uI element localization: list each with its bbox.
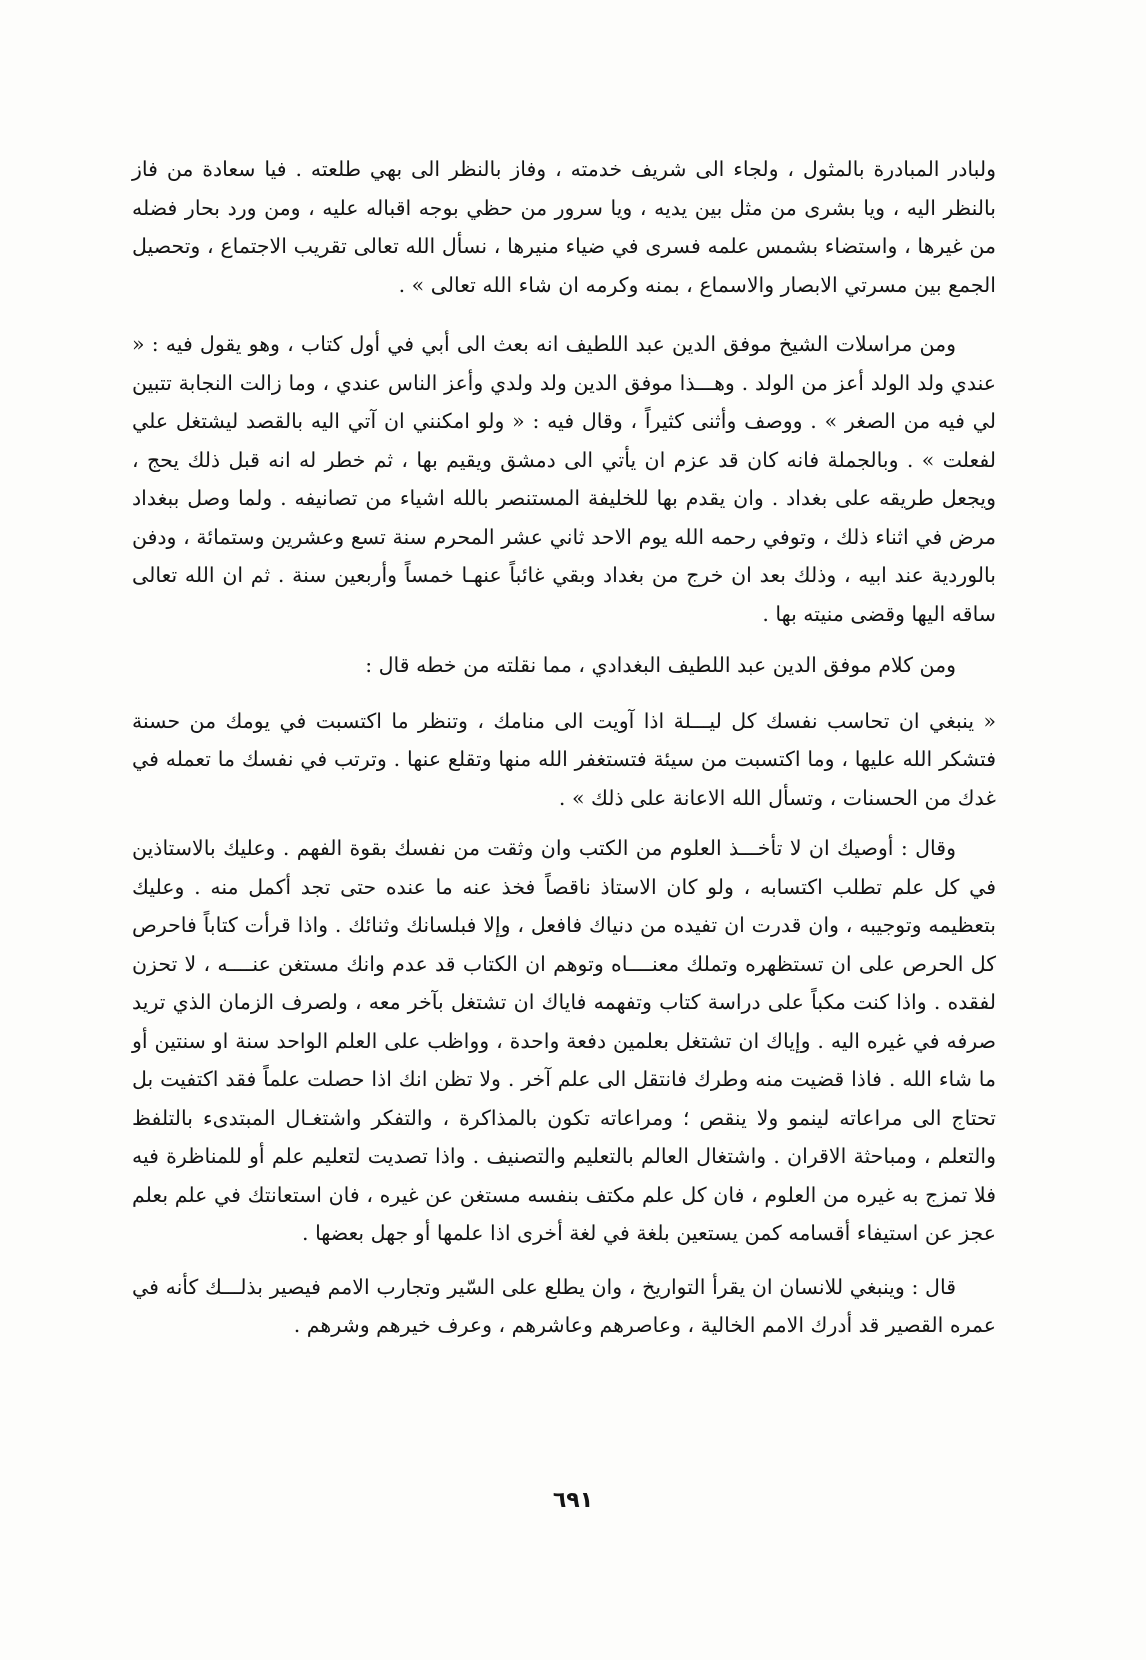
paragraph-4: « ينبغي ان تحاسب نفسك كل ليـــلة اذا آويت الى منامك ، وتنظر ما اكتسبت في يومك من حسنة فتشكر الله عليها ، وما اكتسبت من سيئة فتستغفر الله منها وتقلع عنها . وترتب في نفسك ما تعمله في غدك من الحسنات ، وتسأل الله الاعانة على ذلك » . — [132, 708, 996, 810]
paragraph-2: ومن مراسلات الشيخ موفق الدين عبد اللطيف انه بعث الى أبي في أول كتاب ، وهو يقول فيه : « عندي ولد الولد أعز من الولد . وهـــذا موفق الدين ولد ولدي وأعز الناس عندي ، وما زالت النجابة تتبين لي فيه من الصغر » . ووصف وأثنى كثيراً ، وقال فيه : « ولو امكنني ان آتي اليه بالقصد ليشتغل علي لفعلت » . وبالجملة فانه كان قد عزم ان يأتي الى دمشق ويقيم بها ، ثم خطر له انه قبل ذلك يحج ، ويجعل طريقه على بغداد . وان يقدم بها للخليفة المستنصر بالله اشياء من تصانيفه . ولما وصل ببغداد مرض في اثناء ذلك ، وتوفي رحمه الله يوم الاحد ثاني عشر المحرم سنة تسع وعشرين وستمائة ، ودفن بالوردية عند ابيه ، وذلك بعد ان خرج من بغداد وبقي غائباً عنهـا خمساً وأربعين سنة . ثم ان الله تعالى ساقه اليها وقضى منيته بها . — [132, 332, 996, 626]
paragraph-3: ومن كلام موفق الدين عبد اللطيف البغدادي ، مما نقلته من خطه قال : — [365, 653, 956, 677]
paragraph-1: ولبادر المبادرة بالمثول ، ولجاء الى شريف خدمته ، وفاز بالنظر الى بهي طلعته . فيا سعادة من فاز بالنظر اليه ، ويا بشرى من مثل بين يديه ، ويا سرور من حظي بوجه اقباله عليه ، ومن ورد بحار فضله من غيرها ، واستضاء بشمس علمه فسرى في ضياء منيرها ، نسأل الله تعالى تقريب الاجتماع ، وتحصيل الجمع بين مسرتي الابصار والاسماع ، بمنه وكرمه ان شاء الله تعالى » . — [132, 157, 996, 297]
document-body — [132, 150, 996, 1345]
paragraph-6: قال : وينبغي للانسان ان يقرأ التواريخ ، وان يطلع على السّير وتجارب الامم فيصير بذلـــك كأنه في عمره القصير قد أدرك الامم الخالية ، وعاصرهم وعاشرهم ، وعرف خيرهم وشرهم . — [132, 1274, 996, 1337]
paragraph-5: وقال : أوصيك ان لا تأخـــذ العلوم من الكتب وان وثقت من نفسك بقوة الفهم . وعليك بالاستاذين في كل علم تطلب اكتسابه ، ولو كان الاستاذ ناقصاً فخذ عنه ما عنده حتى تجد أكمل منه . وعليك بتعظيمه وتوجيبه ، وان قدرت ان تفيده من دنياك فافعل ، وإلا فبلسانك وثنائك . واذا قرأت كتاباً فاحرص كل الحرص على ان تستظهره وتملك معنــــاه وتوهم ان الكتاب قد عدم وانك مستغن عنــــه ، لا تحزن لفقده . واذا كنت مكباً على دراسة كتاب وتفهمه فاياك ان تشتغل بآخر معه ، ولصرف الزمان الذي تريد صرفه في غيره اليه . وإياك ان تشتغل بعلمين دفعة واحدة ، وواظب على العلم الواحد سنة او سنتين أو ما شاء الله . فاذا قضيت منه وطرك فانتقل الى علم آخر . ولا تظن انك اذا حصلت علماً فقد اكتفيت بل تحتاج الى مراعاته لينمو ولا ينقص ؛ ومراعاته تكون بالمذاكرة ، والتفكر واشتغـال المبتدىء بالتلفظ والتعلم ، ومباحثة الاقران . واشتغال العالم بالتعليم والتصنيف . واذا تصديت لتعليم علم أو للمناظرة فيه فلا تمزج به غيره من العلوم ، فان كل علم مكتف بنفسه مستغن عن غيره ، فان استعانتك في علم بعلم عجز عن استيفاء أقسامه كمن يستعين بلغة في لغة أخرى اذا علمها أو جهل بعضها . — [132, 836, 996, 1245]
page-number: ٦٩١ — [552, 1488, 594, 1513]
